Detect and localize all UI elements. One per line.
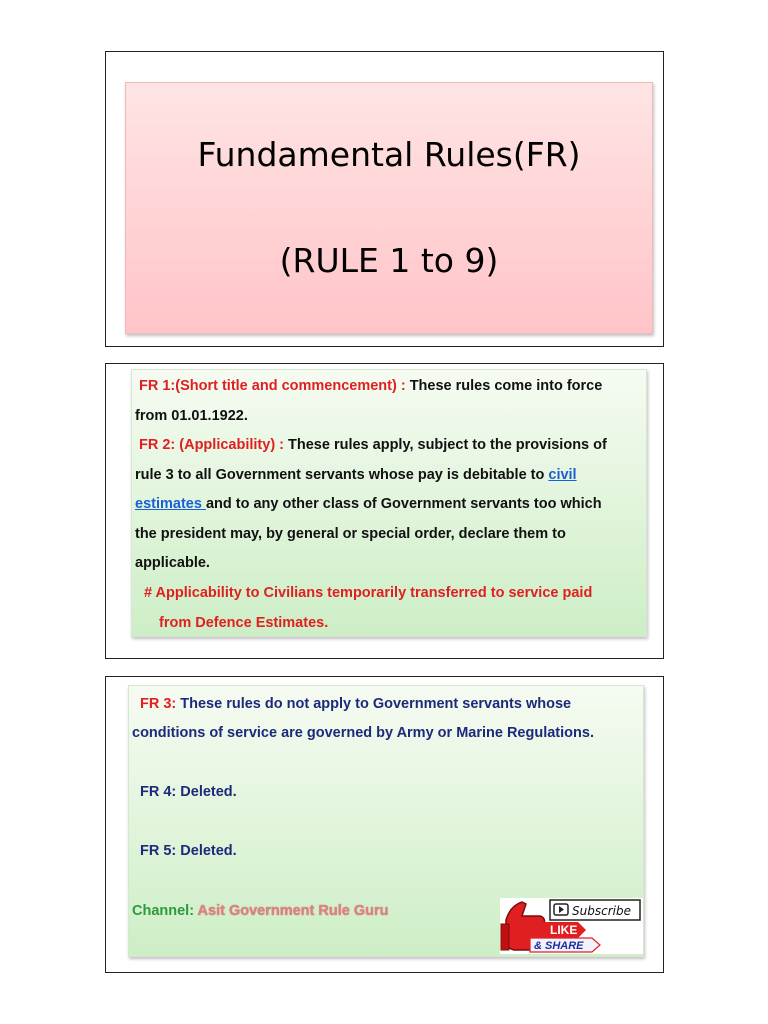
share-arrow: [530, 938, 600, 952]
slide-fr3-fr5: [105, 676, 664, 973]
title-panel: [125, 82, 653, 334]
fr2-line2-text: rule 3 to all Government servants whose pay is debitable to: [135, 467, 549, 483]
document-subtitle: (RULE 1 to 9): [279, 241, 499, 280]
fr1-label: FR 1:(Short title and commencement) :: [139, 378, 410, 394]
channel-name: Asit Government Rule Guru: [197, 903, 389, 919]
subscribe-label-box: [550, 900, 640, 920]
fr3-label: FR 3:: [140, 696, 181, 712]
fr3-line2: conditions of service are governed by Army or Marine Regulations.: [132, 725, 594, 741]
content-panel: [128, 685, 644, 957]
like-text: LIKE: [550, 923, 578, 937]
fr3-line1: [140, 696, 571, 712]
slide-title: [105, 51, 664, 347]
fr1-line2: from 01.01.1922.: [135, 408, 248, 424]
fr2-line1: [139, 437, 607, 453]
civil-estimates-link[interactable]: civil: [548, 467, 577, 483]
channel-line: [132, 903, 388, 919]
civil-estimates-link-cont[interactable]: estimates: [135, 496, 206, 512]
subscribe-like-share-badge[interactable]: [500, 898, 643, 954]
fr2-line4: the president may, by general or special order, declare them to: [135, 526, 566, 542]
fr1-text: These rules come into force: [409, 378, 603, 394]
fr2-line2: [135, 467, 577, 483]
subscribe-text: Subscribe: [572, 904, 631, 918]
fr4-text: FR 4: Deleted.: [140, 784, 237, 800]
share-text: & SHARE: [534, 940, 584, 952]
fr2-label: FR 2: (Applicability) :: [139, 437, 289, 453]
note-line1: # Applicability to Civilians temporarily transferred to service paid: [144, 585, 593, 601]
fr2-line3-text: and to any other class of Government servants too which: [205, 496, 602, 512]
fr5-text: FR 5: Deleted.: [140, 843, 237, 859]
document-title: Fundamental Rules(FR): [197, 135, 581, 174]
fr1-line1: [139, 378, 602, 394]
fr2-text: These rules apply, subject to the provisions of: [288, 437, 607, 453]
note-line2: from Defence Estimates.: [159, 615, 329, 631]
like-arrow: [536, 922, 586, 938]
slide-fr1-fr2: [105, 363, 664, 659]
channel-label: Channel:: [132, 903, 198, 919]
content-panel: [131, 369, 647, 637]
fr2-line5: applicable.: [135, 555, 210, 571]
fr3-text: These rules do not apply to Government servants whose: [180, 696, 572, 712]
fr2-line3: [135, 496, 602, 512]
